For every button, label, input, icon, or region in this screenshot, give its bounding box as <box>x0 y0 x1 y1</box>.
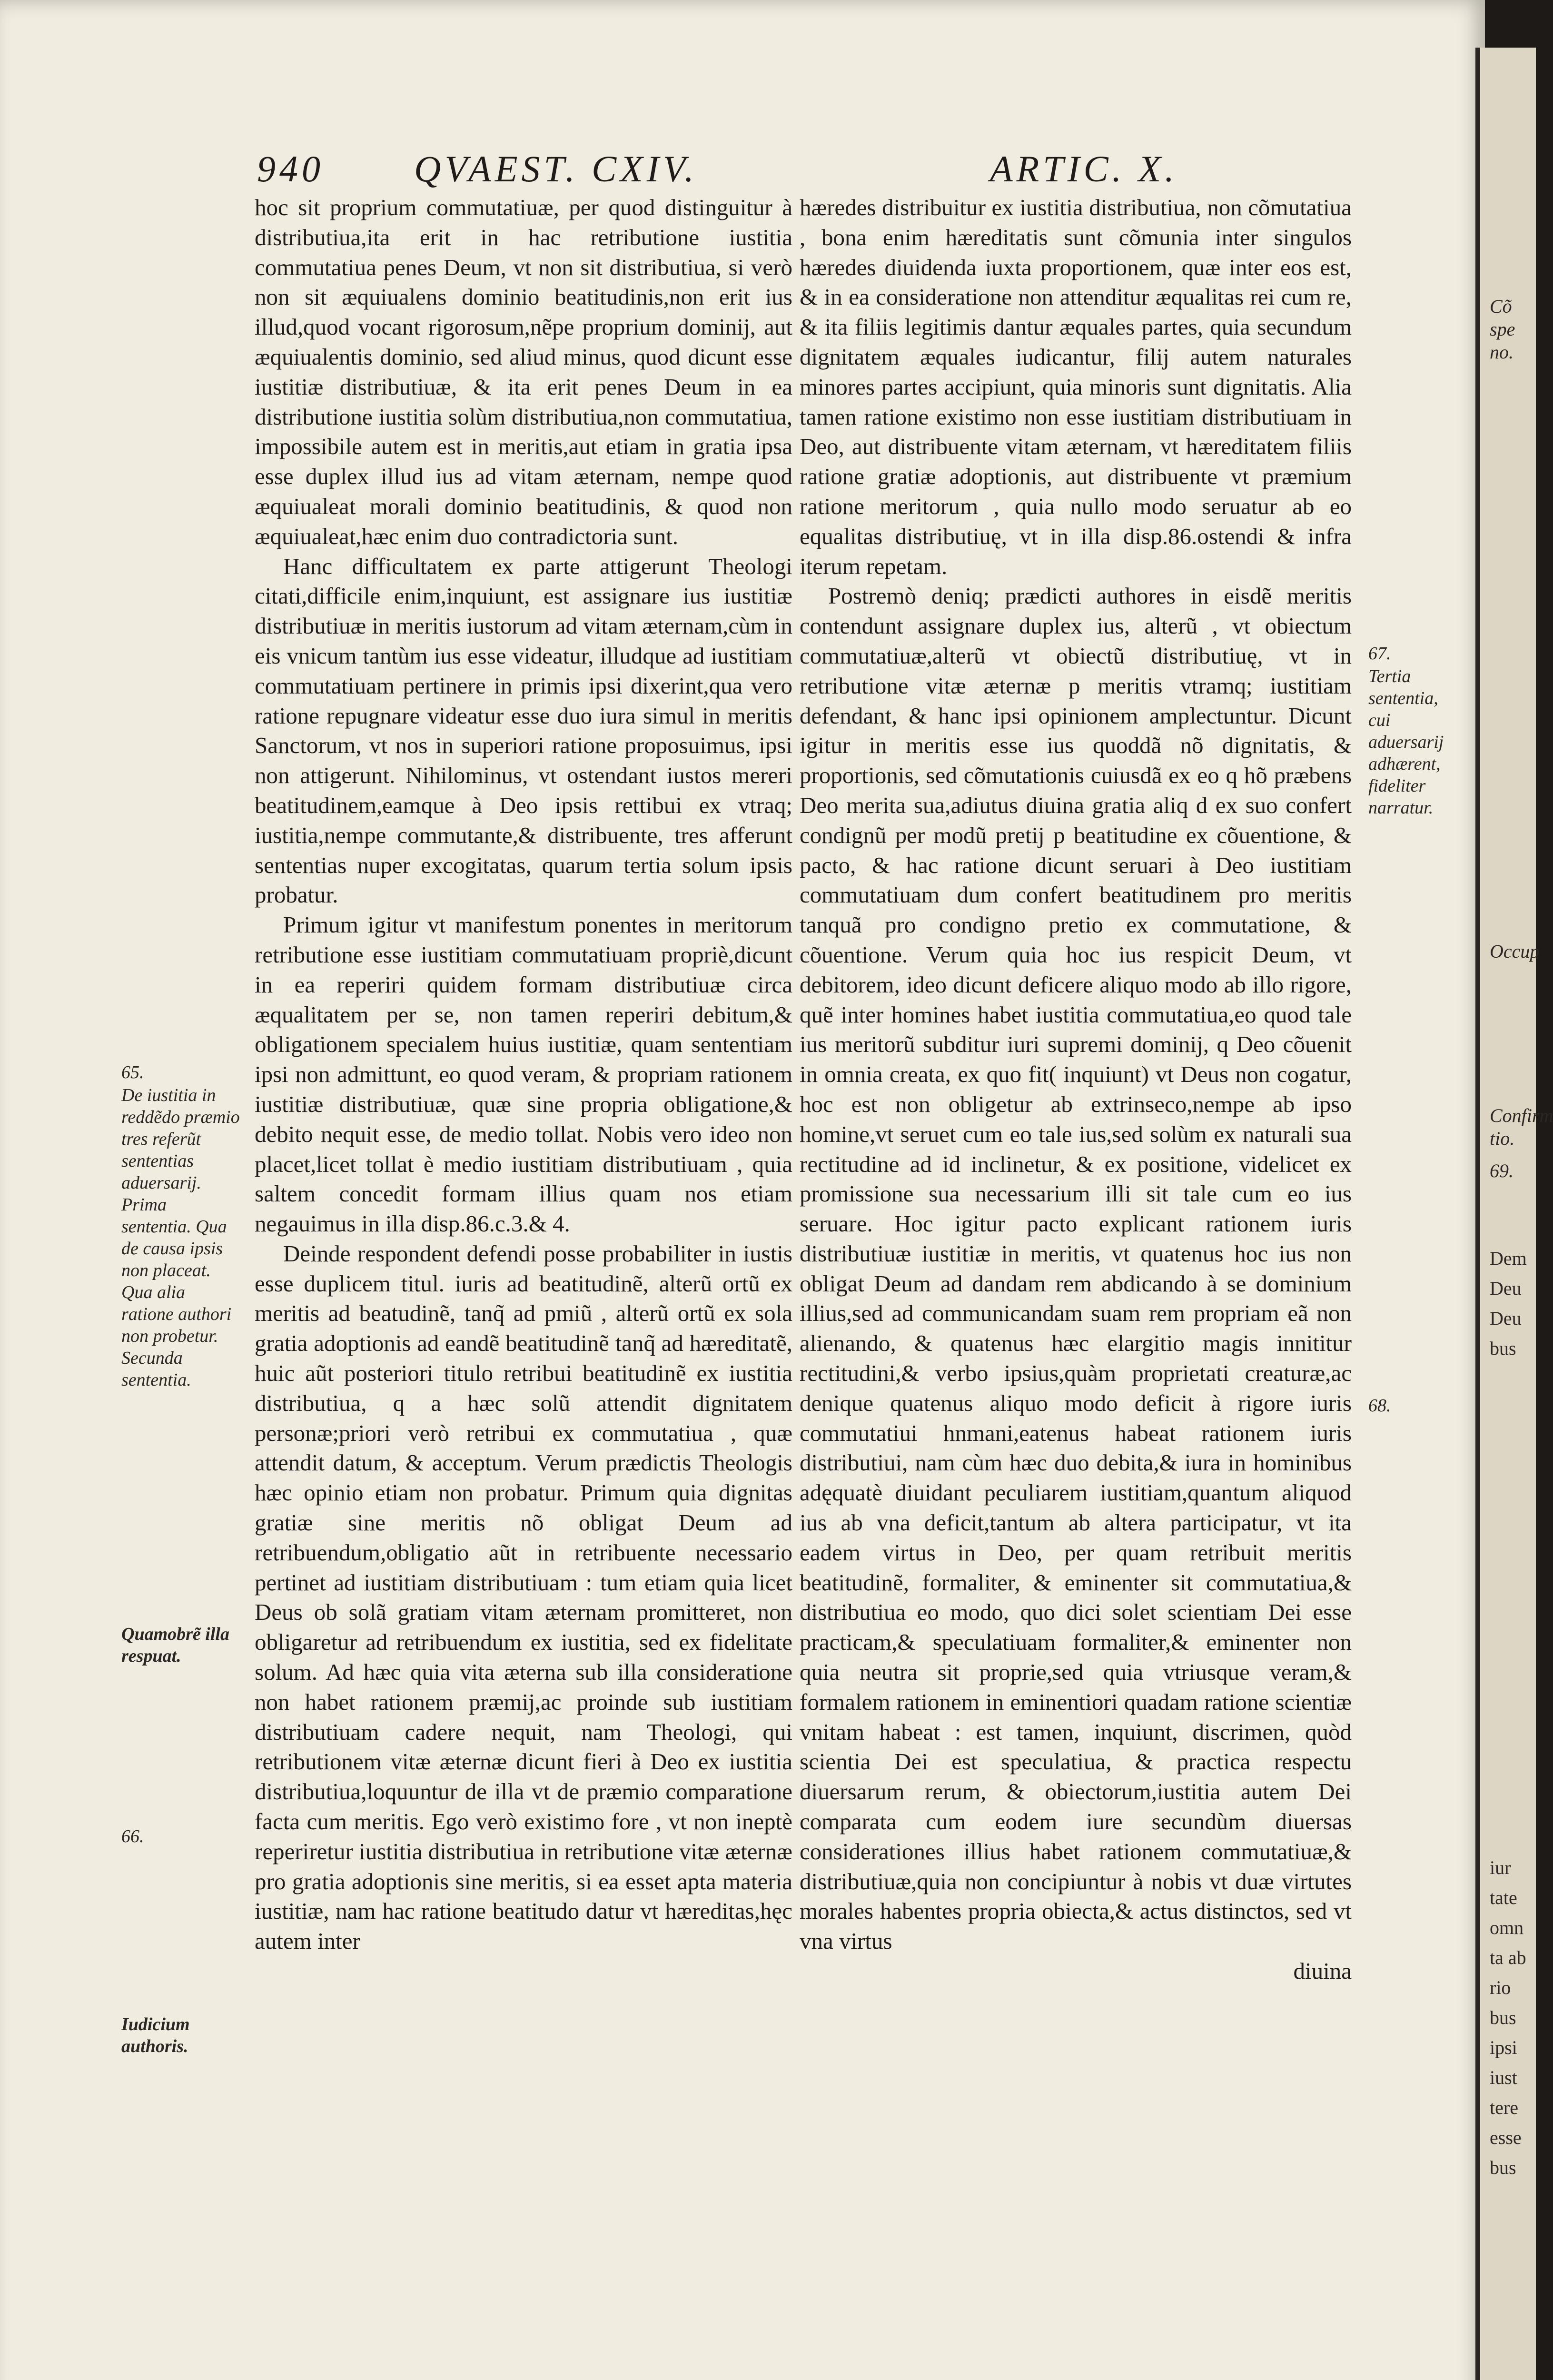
paragraph: Postremò deniq; prædicti authores in eisdẽ meritis contendunt assignare duplex ius, alterũ , vt obiectum commutatiuæ,alterũ vt obiectũ distributiuę, vt in retributione vitæ æternæ p meritis vtramq; iustitiam defendant, & hanc ipsi opinionem amplectuntur. Dicunt igitur in meritis esse ius quoddã nõ dignitatis, & proportionis, sed cõmutationis cuiusdã ex eo q hõ præbens Deo merita sua,adiutus diuina gratia aliq d ex suo confert condignũ per modũ pretij p beatitudine ex cõuentione, & pacto, & hac ratione dicunt seruari à Deo iustitiam commutatiuam dum confert beatitudinem pro meritis tanquã pro condigno pretio ex commutatione, & cõuentione. Verum quia hoc ius respicit Deum, vt debitorem, ideo dicunt deficere aliquo modo ab illo rigore, quẽ inter homines habet iustitia commutatiua,eo quod tale ius meritorũ subditur iuri supremi dominij, q Deo cõuenit in omnia creata, ex quo fit( inquiunt) vt Deus non cogatur, hoc est non obligetur ab extrinseco,nempe ab ipso homine,vt seruet cum eo tale ius,sed solùm ex naturali sua rectitudine ad id inclinetur, & ex positione, videlicet ex promissione sua necessarium illi sit tale cum eo ius seruare. Hoc igitur pacto explicant rationem iuris distributiuæ iustitiæ in meritis, vt quatenus hoc ius non obligat Deum ad dandam rem abdicando à se dominium illius,sed ad communicandam suam rem propriam eã non alienando, & quatenus hæc elargitio magis innititur rectitudini,& verbo ipsius,quàm proprietati creaturæ,ac denique quatenus aliquo modo deficit à rigore iuris commutatiui hnmani,eatenus habeat rationem iuris distributiui, nam cùm hæc duo debita,& iura in hominibus adęquatè diuidant peculiarem iustitiam,quantum aliquod ius ab vna deficit,tantum ab altera participatur, vt ita eadem virtus in Deo, per quam retribuit meritis beatitudinẽ, formaliter, & eminenter sit commutatiua,& distributiua eo modo, quo dici solet scientiam Dei esse practicam,& speculatiuam formaliter,& eminenter non quia neutra sit proprie,sed quia vtriusque veram,& formalem rationem in eminentiori quadam ratione scientiæ vnitam habeat : est tamen, inquiunt, discrimen, quòd scientia Dei est speculatiua, & practica respectu diuersarum rerum, & obiectorum,iustitia autem Dei comparata cum eodem iure secundùm diuersas considerationes illius habet rationem commutatiuæ,& distributiuæ,quia non concipiuntur à nobis vt duæ virtutes morales habentes propria obiecta,& actus distinctos, sed vt vna virtus <box>800 583 1352 1954</box>
fragment: omn <box>1490 1917 1524 1938</box>
fragment: Deu <box>1490 1278 1522 1299</box>
fragment: bus <box>1490 1338 1516 1359</box>
margin-note: Tertia sententia, cui aduersarij adhærent, fideliter narratur. <box>1368 666 1444 818</box>
fragment: rio <box>1490 1977 1511 1998</box>
paragraph: Deinde respondent defendi posse probabiliter in iustis esse duplicem titul. iuris ad beatitudinẽ, alterũ ortũ ex meritis ad beatudinẽ, tanq̃ ad pmiũ , alterũ ortũ ex sola gratia adoptionis ad eandẽ beatitudinẽ tanq̃ ad hæreditatẽ, huic aũt posteriori titulo retribui beatitudinẽ ex iustitia distributiua, q a hæc solũ attendit dignitatem personæ;priori verò retribui ex commutatiua , quæ attendit datum, & acceptum. Verum prædictis Theologis hæc opinio etiam non probatur. Primum quia dignitas gratiæ sine meritis nõ obligat Deum ad retribuendum,obligatio aũt in retribuente necessario pertinet ad iustitiam distributiuam : tum etiam quia licet Deus ob solã gratiam vitam æternam promitteret, non obligaretur ad retribuendum ex iustitia, sed ex fidelitate solum. Ad hæc quia vita æterna sub illa consideratione non habet rationem præmij,ac proinde sub iustitiam distributiuam cadere nequit, nam Theologi, qui retributionem vitæ æternæ dicunt fieri à Deo ex iustitia distributiua,loquuntur de illa vt de præmio comparatione facta cum meritis. Ego verò existimo fore , vt non ineptè reperiretur iustitia distributiua in retributione vitæ æternæ pro gratia adoptionis sine meritis, si ea esset apta materia iustitiæ, nam hac ratione beatitudo datur vt hæreditas,hęc autem inter <box>255 1240 792 1954</box>
fragment: esse <box>1490 2127 1522 2148</box>
margin-note-number: 66. <box>121 1826 144 1846</box>
fragment: 69. <box>1490 1160 1513 1181</box>
fragment: no. <box>1490 341 1513 363</box>
margin-note-number: 67. <box>1368 644 1391 664</box>
margin-note-number: 68. <box>1368 1396 1391 1416</box>
fragment: tio. <box>1490 1128 1515 1149</box>
adjacent-page-edge <box>1475 48 1553 2380</box>
fragment: Deu <box>1490 1308 1522 1329</box>
fragment: iust <box>1490 2067 1517 2088</box>
fragment: Dem <box>1490 1248 1527 1269</box>
paragraph: Hanc difficultatem ex parte attigerunt Theologi citati,difficile enim,inquiunt, est assignare ius iustitiæ distributiuæ in meritis iustorum ad vitam æternam,cùm in eis vnicum tantùm ius esse videatur, illudque ad iustitiam commutatiuam pertinere in primis ipsi dixerint,qua vero ratione repugnare videatur esse duo iura simul in meritis Sanctorum, vt nos in superiori ratione proposuimus, ipsi non attigerunt. Nihilominus, vt ostendant iustos mereri beatitudinem,eamque à Deo ipsis rettibui ex vtraq; iustitia,nempe commutante,& distribuente, tres afferunt sententias nuper excogitatas, quarum tertia solum ipsis probatur. <box>255 553 792 908</box>
fragment: tate <box>1490 1887 1517 1908</box>
fragment: bus <box>1490 2007 1516 2028</box>
left-text-column <box>255 193 792 1956</box>
paragraph: hæredes distribuitur ex iustitia distributiua, non cõmutatiua , bona enim hæreditatis sunt cõmunia inter singulos hæredes diuidenda iuxta proportionem, quæ inter eos est, & in ea consideratione non attenditur æqualitas rei cum re, & ita filiis legitimis dantur æquales partes, quia secundum dignitatem æquales iudicantur, filij autem naturales minores partes accipiunt, quia minoris sunt dignitatis. Alia tamen ratione existimo non esse iustitiam distributiuam in Deo, aut distribuente vitam æternam, vt hæreditatem filiis ratione gratiæ adoptionis, aut distribuente vt præmium ratione meritorum , quia nullo modo seruatur ab eo equalitas distributiuę, vt in illa disp.86.ostendi & infra iterum repetam. <box>800 194 1352 579</box>
right-text-column <box>800 193 1352 1986</box>
paragraph: hoc sit proprium commutatiuæ, per quod distinguitur à distributiua,ita erit in hac retributione iustitia commutatiua penes Deum, vt non sit distributiua, si verò non sit æquiualens dominio beatitudinis,non erit ius illud,quod vocant rigorosum,nẽpe proprium dominij, aut æquiualentis dominio, sed aliud minus, quod dicunt esse iustitiæ distributiuæ, & ita erit penes Deum in ea distributione iustitia solùm distributiua,non commutatiua, impossibile autem est in meritis,aut etiam in gratia ipsa esse duplex illud ius ad vitam æternam, nempe quod æquiualeat morali dominio beatitudinis, & quod non æquiualeat,hæc enim duo contradictoria sunt. <box>255 194 792 549</box>
margin-note: De iustitia in reddẽdo præmio tres referũt sententias aduersarij. Prima sententia. Qua de causa ipsis non placeat. Qua alia ratione authori non probetur. Secunda sententia. <box>121 1085 240 1390</box>
margin-note-number: 65. <box>121 1062 144 1082</box>
fragment: bus <box>1490 2157 1516 2178</box>
articulus-heading: ARTIC. X. <box>990 148 1178 189</box>
fragment: ta ab <box>1490 1947 1526 1968</box>
fragment: Cõ <box>1490 296 1512 317</box>
margin-note: Iudicium authoris. <box>121 2014 190 2056</box>
paragraph: Primum igitur vt manifestum ponentes in meritorum retributione esse iustitiam commutatiuam propriè,dicunt in ea reperiri quidem formam distributiuæ circa æqualitatem per se, non tamen reperiri debitum,& obligationem specialem huius iustitiæ, quam sententiam ipsi non admittunt, eo quod veram, & propriam rationem iustitiæ distributiuæ, quæ sine propria obligatione,& debito nequit esse, de medio tollat. Nobis vero ideo non placet,licet tollat è medio iustitiam distributiuam , quia saltem concedit formam illius quam nos etiam negauimus in illa disp.86.c.3.& 4. <box>255 912 792 1237</box>
fragment: Occup <box>1490 941 1540 962</box>
page-number: 940 <box>257 148 324 189</box>
fragment: Confirm <box>1490 1105 1553 1126</box>
fragment: ipsi <box>1490 2037 1517 2058</box>
fragment: spe <box>1490 318 1515 340</box>
fragment: iur <box>1490 1857 1511 1878</box>
catchword: diuina <box>1293 1958 1352 1984</box>
quaestio-heading: QVAEST. CXIV. <box>414 148 698 189</box>
fragment: tere <box>1490 2097 1518 2118</box>
running-header <box>257 148 1333 190</box>
margin-note: Quamobrẽ illa respuat. <box>121 1624 229 1666</box>
